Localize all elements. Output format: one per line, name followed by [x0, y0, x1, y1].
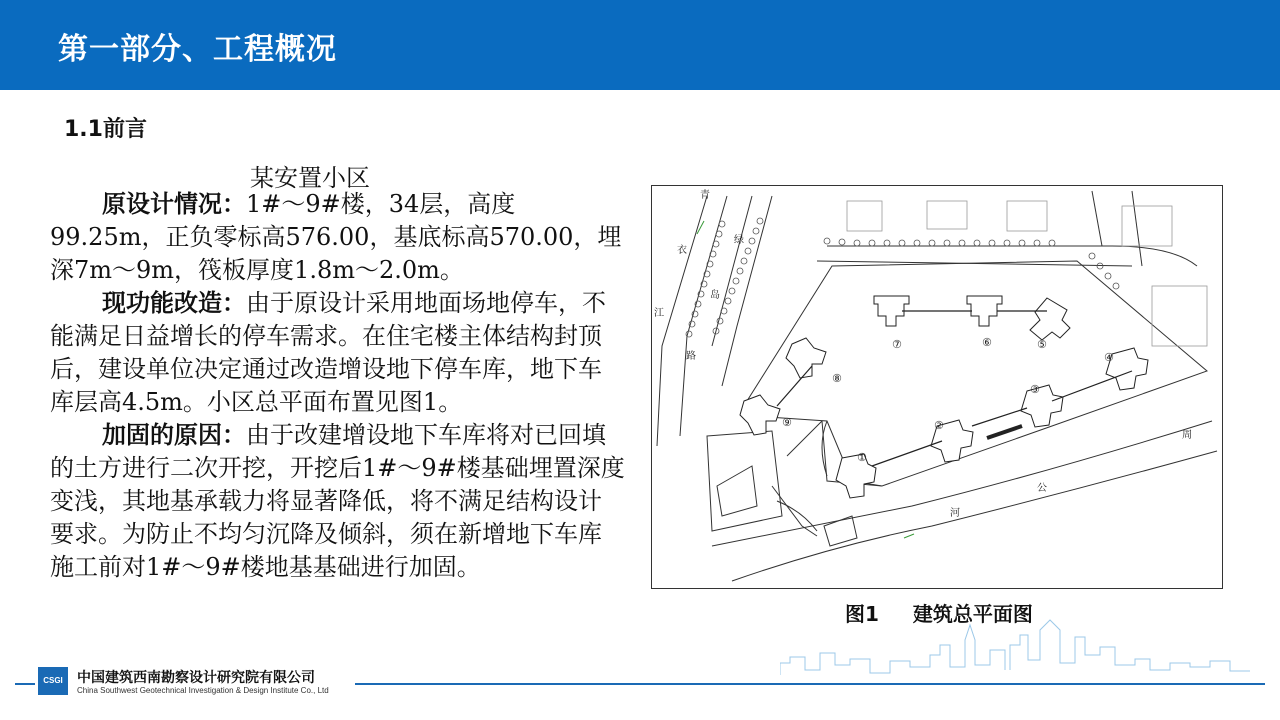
- building-label-6: ⑥: [982, 336, 992, 349]
- road-label: 路: [686, 351, 696, 362]
- paragraph-function-change: [50, 287, 625, 419]
- paragraph-text: 由于改建增设地下车库将对已回填的土方进行二次开挖，开挖后1#～9#楼基础埋置深度变浅，其地基承载力将显著降低，将不满足结构设计要求。为防止不均匀沉降及倾斜，须在新增地下车库施工前对1#～9#楼地基基础进行加固。: [50, 421, 625, 581]
- building-label-4: ④: [1104, 351, 1114, 364]
- building-label-3: ③: [1030, 383, 1040, 396]
- building-label-5: ⑤: [1037, 338, 1047, 351]
- company-name-en: China Southwest Geotechnical Investigation & Design Institute Co., Ltd: [77, 686, 329, 695]
- building-label-9: ⑨: [782, 416, 792, 429]
- road-label: 河: [950, 508, 960, 519]
- road-label: 公: [1037, 483, 1047, 494]
- paragraph-text: 1#～9#楼，34层，高度99.25m，正负零标高576.00，基底标高570.00，埋深7m～9m，筏板厚度1.8m～2.0m。: [50, 190, 622, 284]
- site-plan-drawing: [652, 186, 1222, 588]
- page-title: 第一部分、工程概况: [58, 32, 337, 67]
- paragraph-label: 加固的原因：: [102, 421, 246, 449]
- building-label-1: ①: [857, 451, 867, 464]
- building-label-8: ⑧: [832, 372, 842, 385]
- paragraph-text: 由于原设计采用地面场地停车，不能满足日益增长的停车需求。在住宅楼主体结构封顶后，建设单位决定通过改造增设地下停车库，地下车库层高4.5m。小区总平面布置见图1。: [50, 289, 606, 416]
- figure-caption-number: 图1: [845, 602, 879, 626]
- section-title: 1.1前言: [64, 117, 147, 142]
- footer-line: [355, 683, 1265, 685]
- company-name-cn: 中国建筑西南勘察设计研究院有限公司: [77, 670, 315, 686]
- road-label: 江: [654, 308, 664, 319]
- footer-line-left: [15, 683, 35, 685]
- paragraph-label: 原设计情况：: [102, 190, 246, 218]
- building-label-7: ⑦: [892, 338, 902, 351]
- skyline-decoration: [780, 615, 1260, 685]
- header-bar: [0, 0, 1280, 90]
- paragraph-reinforcement-reason: [50, 419, 625, 584]
- company-logo: CSGI: [38, 667, 68, 695]
- site-plan-figure: [651, 185, 1223, 589]
- road-label: 衣: [677, 245, 687, 256]
- road-label: 青: [700, 190, 710, 201]
- project-name: 某安置小区: [250, 164, 370, 192]
- body-text: [50, 188, 625, 584]
- figure-caption-text: 建筑总平面图: [912, 602, 1033, 626]
- road-label: 岛: [710, 290, 720, 301]
- road-label: 周: [1182, 430, 1192, 441]
- paragraph-label: 现功能改造：: [102, 289, 246, 317]
- road-label: 绿: [734, 235, 744, 246]
- paragraph-original-design: [50, 188, 625, 287]
- building-label-2: ②: [934, 419, 944, 432]
